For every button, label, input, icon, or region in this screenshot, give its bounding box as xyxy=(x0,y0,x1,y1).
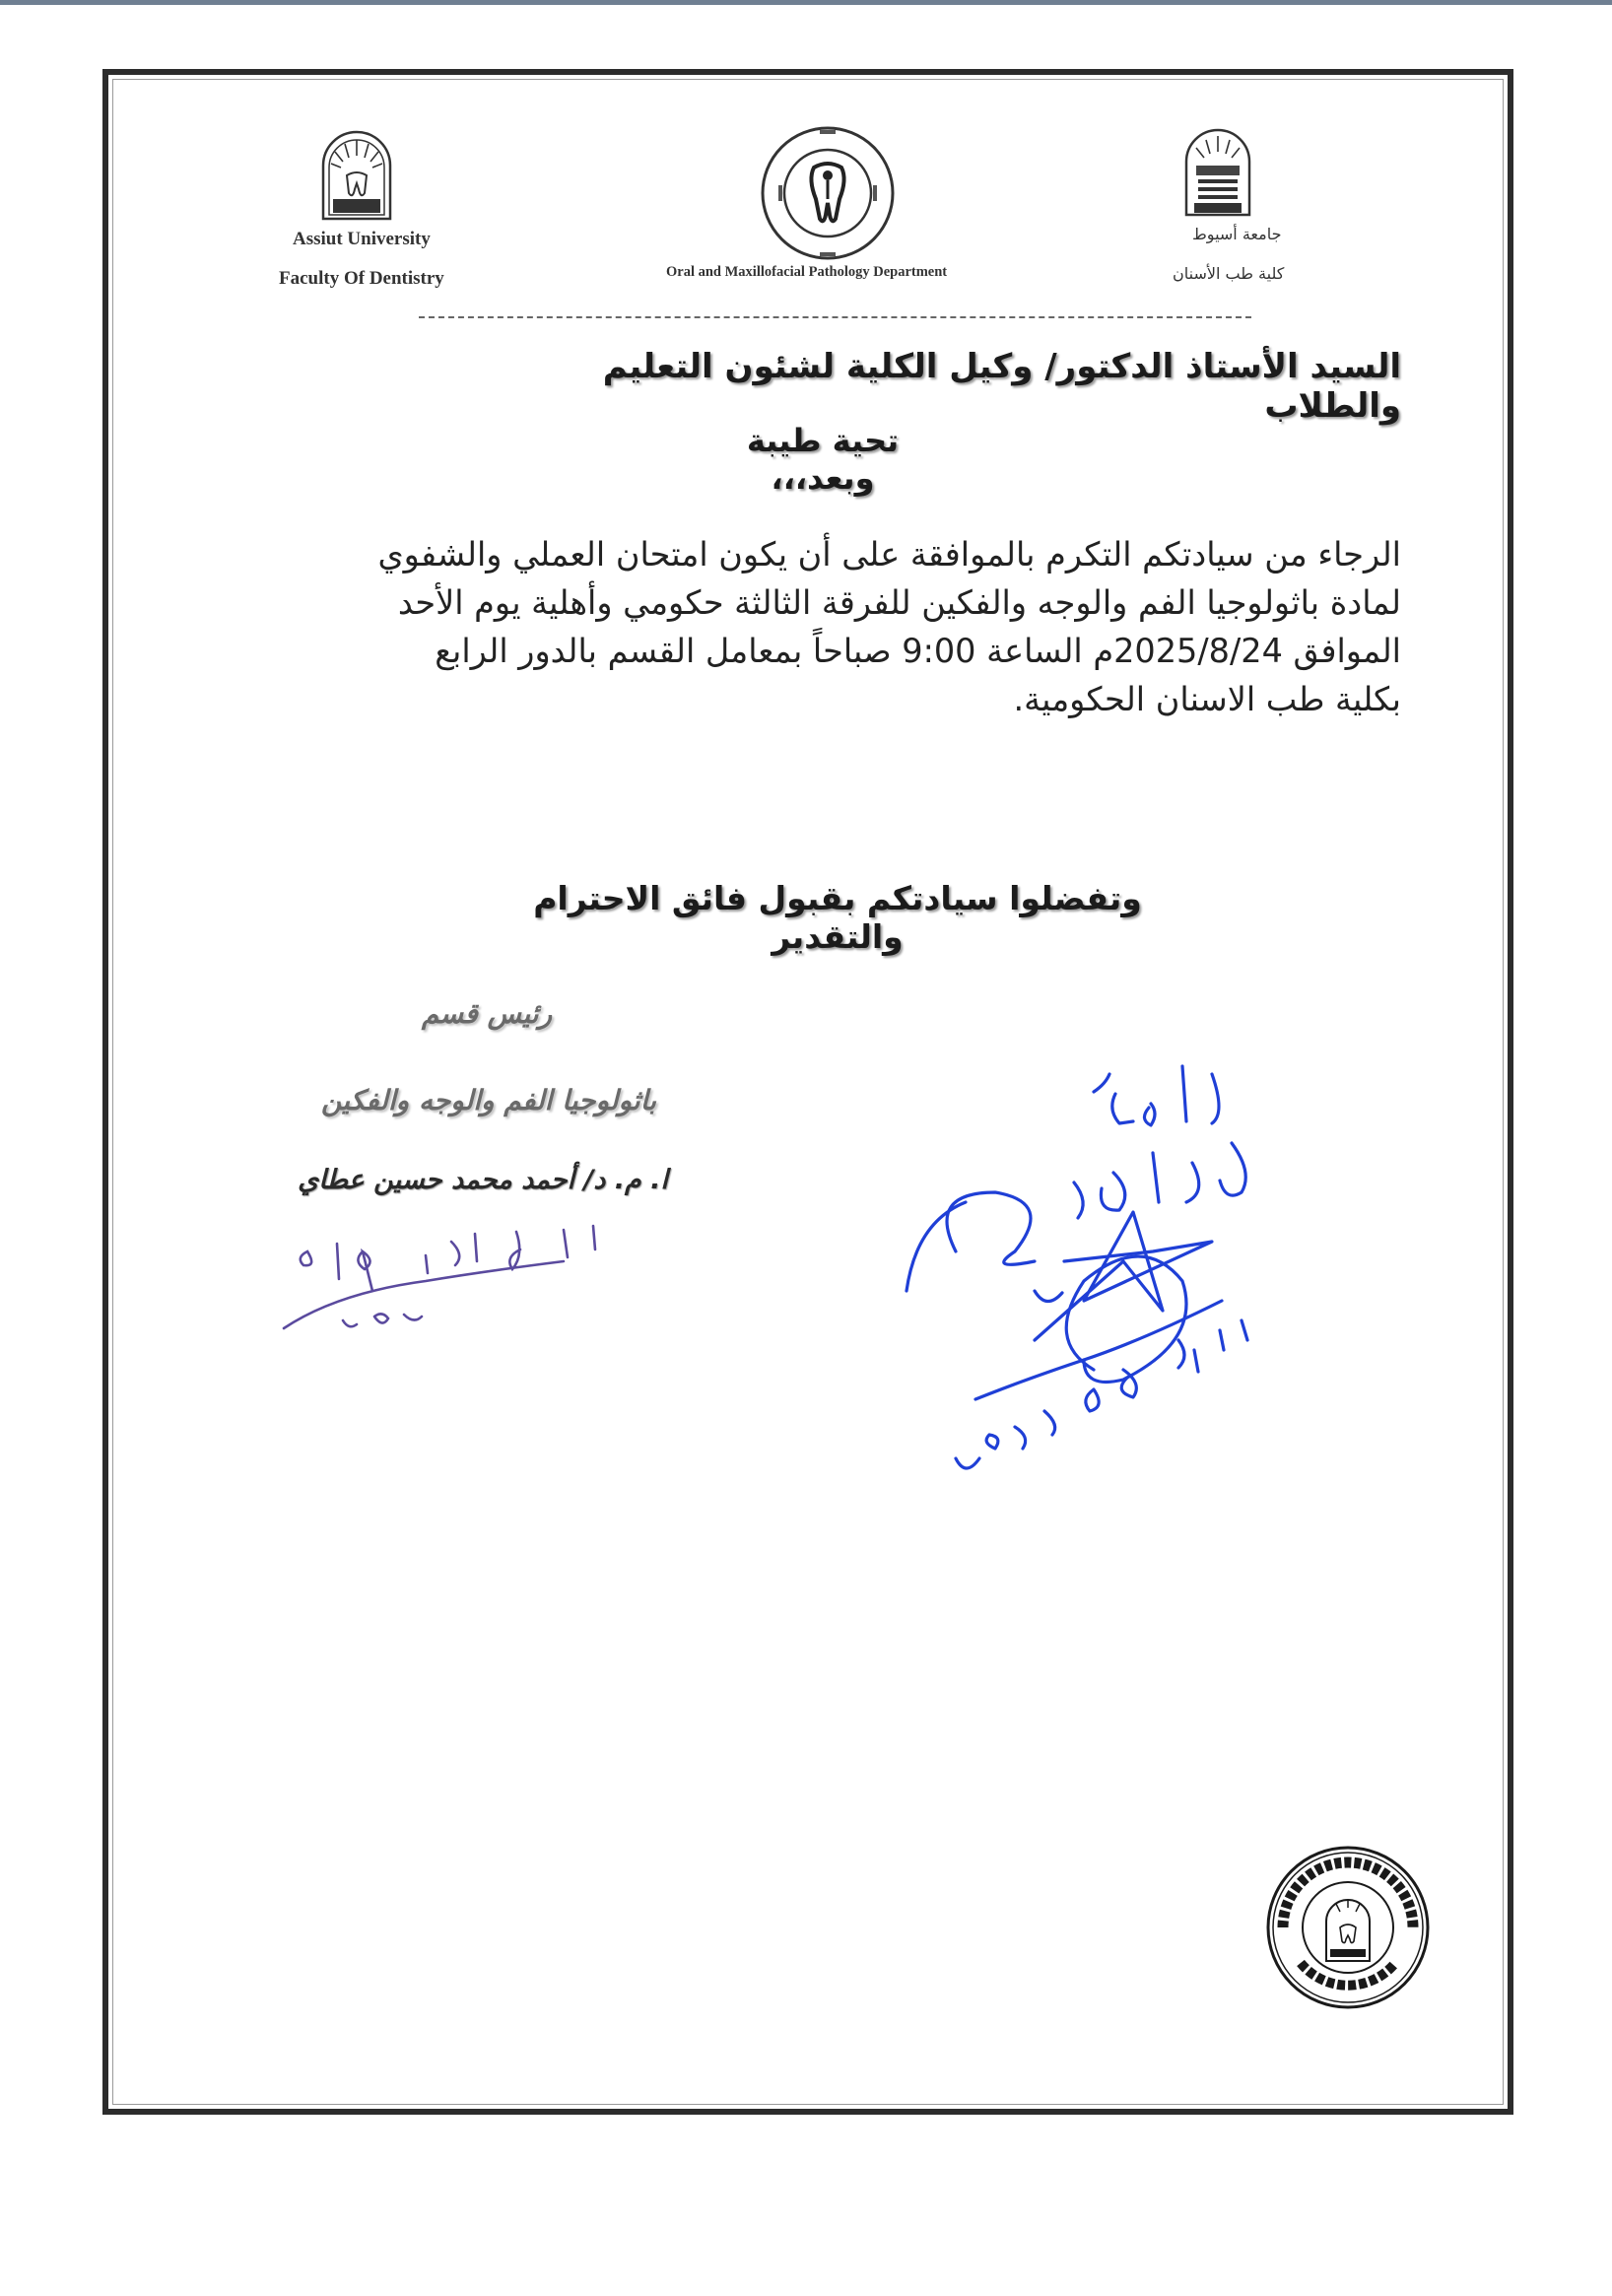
signature-title-line2: باثولوجيا الفم والوجه والفكين xyxy=(320,1084,657,1116)
header-faculty-ar: كلية طب الأسنان xyxy=(1173,264,1285,283)
assiut-faculty-logo-icon xyxy=(317,126,396,221)
addressee-line: السيد الأستاذ الدكتور/ وكيل الكلية لشئون التعليم والطلاب xyxy=(602,347,1401,426)
body-line-4: بكلية طب الاسنان الحكومية. xyxy=(1013,680,1401,718)
header-university-en: Assiut University xyxy=(293,229,431,249)
assiut-university-logo-icon xyxy=(1182,126,1253,217)
body-line-1: الرجاء من سيادتكم التكرم بالموافقة على أن يكون امتحان العملي والشفوي xyxy=(377,535,1401,574)
header-university-ar: جامعة أسيوط xyxy=(1192,225,1282,243)
handwritten-date-left xyxy=(278,1222,633,1350)
body-line-2: لمادة باثولوجيا الفم والوجه والفكين للفرقة الثالثة حكومي وأهلية يوم الأحد xyxy=(397,583,1401,622)
letter-body xyxy=(313,530,1401,723)
top-edge-rule xyxy=(0,0,1612,5)
signature-name: ا. م. د/ أحمد محمد حسين عطاي xyxy=(298,1165,668,1195)
header-divider xyxy=(419,316,1251,318)
signature-title-line1: رئيس قسم xyxy=(421,997,553,1030)
header-faculty-en: Faculty Of Dentistry xyxy=(279,268,444,289)
closing-line: وتفضلوا سيادتكم بقبول فائق الاحترام والتقدير xyxy=(533,879,1142,956)
official-faculty-stamp xyxy=(1265,1845,1431,2010)
body-line-3: الموافق 2025/8/24م الساعة 9:00 صباحاً بمعامل القسم بالدور الرابع xyxy=(435,632,1401,670)
pathology-department-logo-icon xyxy=(759,124,897,262)
header-department-caption: Oral and Maxillofacial Pathology Department xyxy=(666,264,948,280)
greeting-line: تحية طيبة وبعد،،، xyxy=(746,422,900,497)
handwritten-approval-signature xyxy=(887,1045,1340,1498)
